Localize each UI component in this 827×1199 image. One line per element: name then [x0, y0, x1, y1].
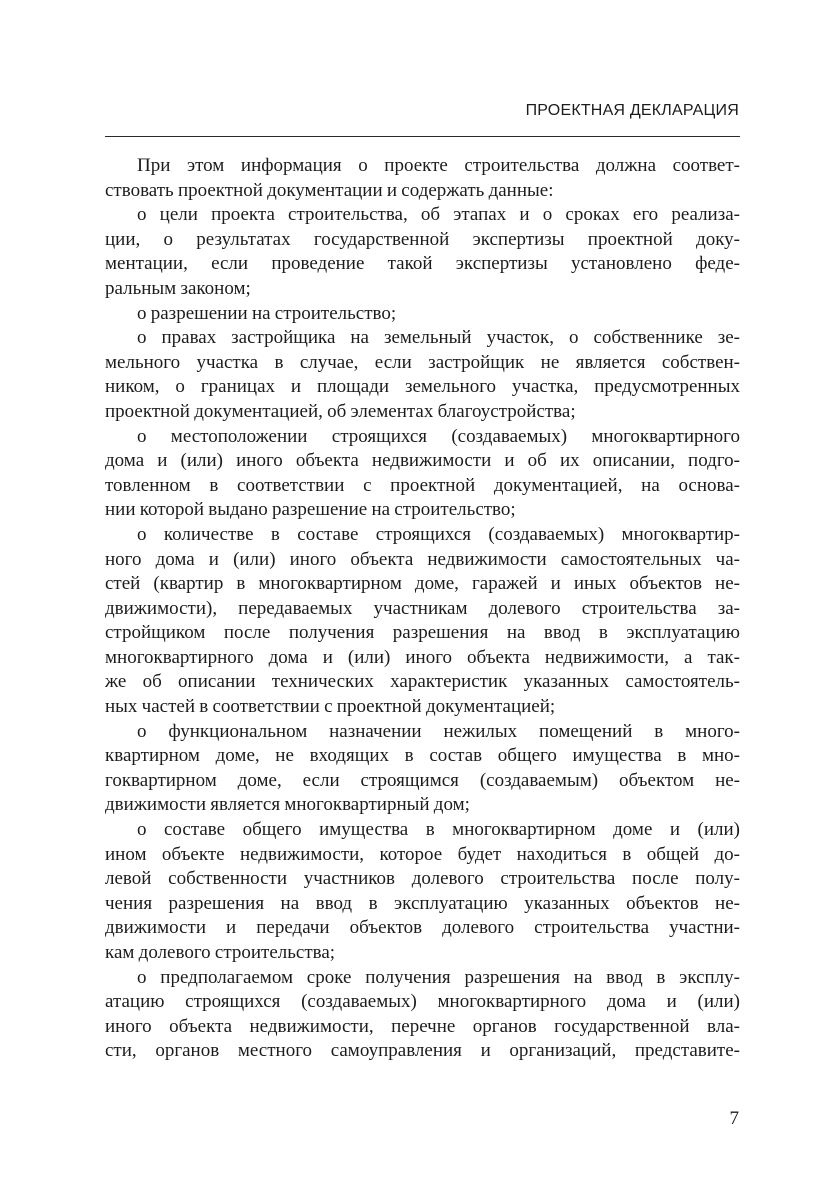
text-line: иного объекта недвижимости, перечне органов государственной вла- [105, 1015, 740, 1037]
text-line: сти, органов местного самоуправления и организаций, представите- [105, 1040, 740, 1062]
text-line: атацию строящихся (создаваемых) многоквартирного дома и (или) [105, 991, 740, 1013]
text-line: ником, о границах и площади земельного участка, предусмотренных [105, 376, 740, 398]
page-body-text [105, 154, 740, 1064]
text-line: ных частей в соответствии с проектной документацией; [105, 696, 556, 718]
text-line: чения разрешения на ввод в эксплуатацию указанных объектов не- [105, 892, 740, 914]
text-line: о местоположении строящихся (создаваемых) многоквартирного [137, 425, 740, 447]
text-line: квартирном доме, не входящих в состав общего имущества в мно- [105, 745, 740, 767]
text-line: товленном в соответствии с проектной документацией, на основа- [105, 474, 740, 496]
text-line: многоквартирного дома и (или) иного объекта недвижимости, а так- [105, 646, 740, 668]
text-line: проектной документацией, об элементах благоустройства; [105, 400, 576, 422]
page-number: 7 [729, 1108, 739, 1129]
running-head: ПРОЕКТНАЯ ДЕКЛАРАЦИЯ [525, 102, 739, 119]
text-line: ного дома и (или) иного объекта недвижимости самостоятельных ча- [105, 548, 740, 570]
text-line: ином объекте недвижимости, которое будет находиться в общей до- [105, 843, 740, 865]
text-line: дома и (или) иного объекта недвижимости и об их описании, подго- [105, 450, 740, 472]
text-line: стройщиком после получения разрешения на ввод в эксплуатацию [105, 622, 740, 644]
text-line: о функциональном назначении нежилых помещений в много- [137, 720, 740, 742]
text-line: левой собственности участников долевого строительства после полу- [105, 868, 740, 890]
text-line: движимости является многоквартирный дом; [105, 794, 470, 816]
header-rule [105, 136, 740, 137]
text-line: о количестве в составе строящихся (создаваемых) многоквартир- [137, 523, 740, 545]
text-line: о разрешении на строительство; [137, 302, 397, 324]
text-line: ральным законом; [105, 277, 251, 299]
text-line: При этом информация о проекте строительства должна соответ- [137, 155, 740, 176]
text-line: о правах застройщика на земельный участок, о собственнике зе- [137, 327, 740, 349]
text-line: же об описании технических характеристик указанных самостоятель- [105, 671, 740, 693]
text-line: ствовать проектной документации и содержать данные: [105, 179, 554, 201]
text-line: о составе общего имущества в многоквартирном доме и (или) [137, 819, 740, 841]
text-line: о цели проекта строительства, об этапах и о сроках его реализа- [137, 204, 740, 226]
text-line: мельного участка в случае, если застройщик не является собствен- [105, 351, 740, 373]
text-line: движимости и передачи объектов долевого строительства участни- [105, 917, 740, 939]
text-line: о предполагаемом сроке получения разрешения на ввод в эксплу- [137, 966, 740, 988]
text-line: движимости), передаваемых участникам долевого строительства за- [105, 597, 740, 619]
text-line: гоквартирном доме, если строящимся (создаваемым) объектом не- [105, 769, 740, 791]
text-line: кам долевого строительства; [105, 942, 336, 963]
text-line: ции, о результатах государственной экспертизы проектной доку- [105, 228, 740, 250]
text-line: стей (квартир в многоквартирном доме, гаражей и иных объектов не- [105, 573, 740, 595]
text-line: ментации, если проведение такой экспертизы установлено феде- [105, 253, 740, 275]
text-line: нии которой выдано разрешение на строительство; [105, 499, 516, 521]
